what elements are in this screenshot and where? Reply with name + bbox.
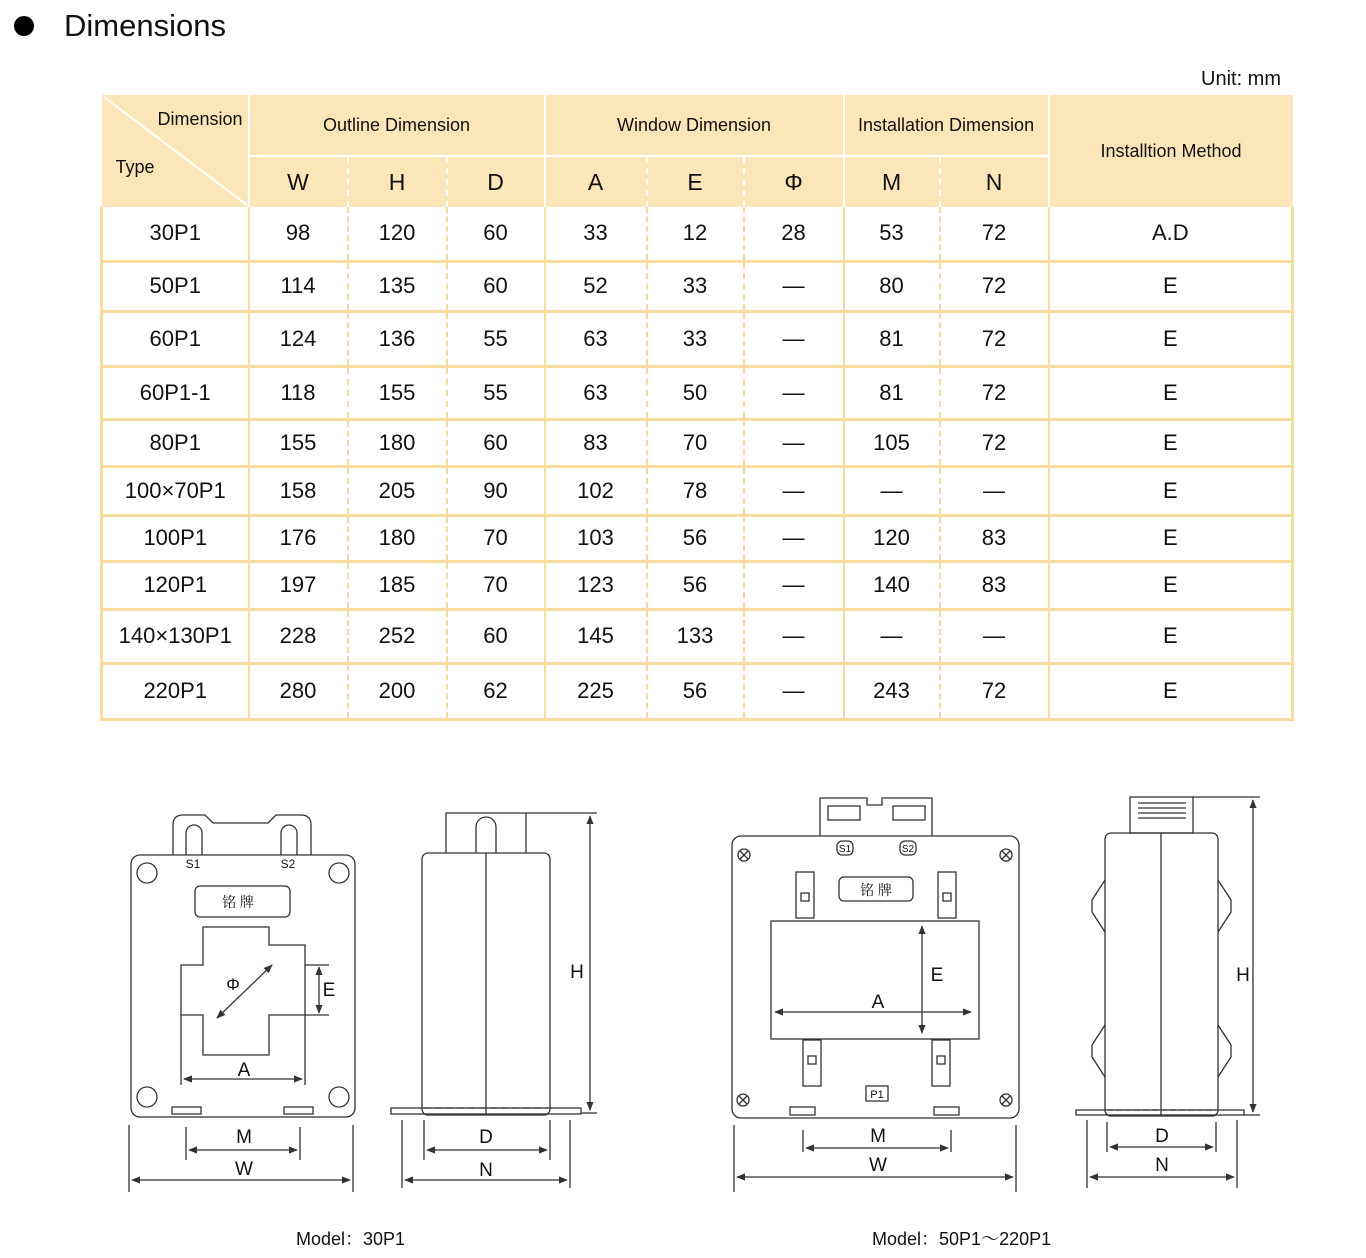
table-row <box>102 207 1293 261</box>
cell-e: 33 <box>647 261 744 311</box>
d2-e-label: E <box>930 965 944 986</box>
cell-m: 140 <box>844 561 940 609</box>
cell-method: E <box>1049 366 1293 419</box>
cell-phi: — <box>744 561 844 609</box>
cell-d: 70 <box>447 515 545 561</box>
cell-method: E <box>1049 515 1293 561</box>
cell-type: 60P1 <box>102 311 249 366</box>
installation-dimension-header: Installation Dimension <box>844 95 1049 156</box>
d2-a-label: A <box>871 992 885 1013</box>
cell-phi: 28 <box>744 207 844 261</box>
cell-method: E <box>1049 561 1293 609</box>
d1-nameplate-label: 铭 牌 <box>222 894 254 910</box>
cell-m: 120 <box>844 515 940 561</box>
cell-a: 145 <box>545 609 647 663</box>
cell-a: 102 <box>545 466 647 515</box>
cell-n: 72 <box>940 663 1049 719</box>
cell-e: 12 <box>647 207 744 261</box>
cell-h: 252 <box>348 609 447 663</box>
cell-a: 225 <box>545 663 647 719</box>
cell-w: 118 <box>249 366 348 419</box>
cell-m: — <box>844 609 940 663</box>
unit-label: Unit: mm <box>1201 68 1281 90</box>
cell-a: 33 <box>545 207 647 261</box>
cell-e: 78 <box>647 466 744 515</box>
cell-m: 80 <box>844 261 940 311</box>
table-row <box>102 466 1293 515</box>
cell-n: — <box>940 609 1049 663</box>
d2-nameplate-label: 铭 牌 <box>860 882 892 898</box>
cell-n: 72 <box>940 207 1049 261</box>
corner-header <box>102 95 249 207</box>
cell-h: 180 <box>348 515 447 561</box>
cell-e: 133 <box>647 609 744 663</box>
cell-type: 100×70P1 <box>102 466 249 515</box>
cell-w: 197 <box>249 561 348 609</box>
d2-d-label: D <box>1155 1126 1169 1147</box>
cell-d: 60 <box>447 419 545 466</box>
table-row <box>102 311 1293 366</box>
table-row <box>102 366 1293 419</box>
cell-m: 81 <box>844 311 940 366</box>
table-row <box>102 419 1293 466</box>
d1-d-label: D <box>479 1127 493 1148</box>
cell-a: 63 <box>545 366 647 419</box>
cell-method: E <box>1049 609 1293 663</box>
cell-d: 55 <box>447 366 545 419</box>
cell-d: 60 <box>447 207 545 261</box>
cell-m: 53 <box>844 207 940 261</box>
table-body <box>102 207 1293 719</box>
cell-h: 180 <box>348 419 447 466</box>
cell-h: 155 <box>348 366 447 419</box>
table-row <box>102 561 1293 609</box>
cell-d: 90 <box>447 466 545 515</box>
d2-s1-label: S1 <box>838 844 852 855</box>
col-header-n: N <box>940 156 1049 207</box>
section-title: Dimensions <box>64 8 226 43</box>
cell-type: 100P1 <box>102 515 249 561</box>
d2-p1-label: P1 <box>870 1089 884 1101</box>
d1-a-label: A <box>237 1060 251 1081</box>
cell-d: 60 <box>447 261 545 311</box>
d1-w-label: W <box>235 1159 253 1180</box>
cell-a: 63 <box>545 311 647 366</box>
cell-method: E <box>1049 466 1293 515</box>
cell-h: 136 <box>348 311 447 366</box>
table-row <box>102 515 1293 561</box>
cell-method: A.D <box>1049 207 1293 261</box>
cell-h: 200 <box>348 663 447 719</box>
col-header-d: D <box>447 156 545 207</box>
col-header-m: M <box>844 156 940 207</box>
installation-method-header: Installtion Method <box>1049 95 1293 207</box>
cell-w: 228 <box>249 609 348 663</box>
dimensions-table <box>100 95 1294 721</box>
cell-w: 155 <box>249 419 348 466</box>
cell-m: 81 <box>844 366 940 419</box>
col-header-phi: Φ <box>744 156 844 207</box>
cell-w: 176 <box>249 515 348 561</box>
dimension-drawings <box>0 770 1366 1210</box>
cell-type: 60P1-1 <box>102 366 249 419</box>
cell-n: 72 <box>940 261 1049 311</box>
cell-h: 120 <box>348 207 447 261</box>
cell-phi: — <box>744 609 844 663</box>
cell-method: E <box>1049 311 1293 366</box>
corner-dimension-label: Dimension <box>157 109 243 129</box>
cell-a: 103 <box>545 515 647 561</box>
cell-type: 50P1 <box>102 261 249 311</box>
d2-n-label: N <box>1155 1155 1169 1176</box>
cell-type: 30P1 <box>102 207 249 261</box>
cell-h: 135 <box>348 261 447 311</box>
cell-m: 243 <box>844 663 940 719</box>
cell-d: 62 <box>447 663 545 719</box>
d1-e-label: E <box>322 980 336 1001</box>
col-header-h: H <box>348 156 447 207</box>
cell-phi: — <box>744 366 844 419</box>
cell-phi: — <box>744 419 844 466</box>
table-row <box>102 663 1293 719</box>
cell-e: 56 <box>647 515 744 561</box>
cell-n: — <box>940 466 1049 515</box>
cell-phi: — <box>744 311 844 366</box>
cell-m: — <box>844 466 940 515</box>
d2-w-label: W <box>869 1155 887 1176</box>
d1-h-label: H <box>570 962 584 983</box>
model-30p1-caption: Model：30P1 <box>296 1229 406 1249</box>
cell-n: 83 <box>940 561 1049 609</box>
corner-type-label: Type <box>115 157 155 177</box>
cell-d: 55 <box>447 311 545 366</box>
d1-phi-label: Φ <box>226 975 240 994</box>
cell-phi: — <box>744 663 844 719</box>
cell-e: 70 <box>647 419 744 466</box>
table-row <box>102 261 1293 311</box>
d1-n-label: N <box>479 1160 493 1181</box>
cell-a: 52 <box>545 261 647 311</box>
cell-d: 70 <box>447 561 545 609</box>
d2-m-label: M <box>870 1126 886 1147</box>
cell-n: 72 <box>940 366 1049 419</box>
cell-phi: — <box>744 261 844 311</box>
cell-h: 205 <box>348 466 447 515</box>
cell-method: E <box>1049 663 1293 719</box>
cell-a: 123 <box>545 561 647 609</box>
cell-e: 56 <box>647 663 744 719</box>
cell-w: 280 <box>249 663 348 719</box>
cell-phi: — <box>744 466 844 515</box>
cell-e: 50 <box>647 366 744 419</box>
d2-h-label: H <box>1236 965 1250 986</box>
section-heading <box>14 4 226 48</box>
cell-e: 33 <box>647 311 744 366</box>
cell-n: 83 <box>940 515 1049 561</box>
cell-w: 124 <box>249 311 348 366</box>
outline-dimension-header: Outline Dimension <box>249 95 545 156</box>
cell-w: 98 <box>249 207 348 261</box>
table-row <box>102 609 1293 663</box>
cell-type: 220P1 <box>102 663 249 719</box>
cell-phi: — <box>744 515 844 561</box>
d1-s2-label: S2 <box>280 857 296 871</box>
cell-n: 72 <box>940 311 1049 366</box>
col-header-a: A <box>545 156 647 207</box>
cell-method: E <box>1049 261 1293 311</box>
bullet-icon <box>14 16 34 36</box>
model-30p1-side-view <box>391 813 597 1188</box>
d1-s1-label: S1 <box>185 857 201 871</box>
d1-m-label: M <box>236 1127 252 1148</box>
cell-e: 56 <box>647 561 744 609</box>
cell-w: 114 <box>249 261 348 311</box>
window-dimension-header: Window Dimension <box>545 95 844 156</box>
d2-s2-label: S2 <box>901 844 915 855</box>
col-header-e: E <box>647 156 744 207</box>
cell-method: E <box>1049 419 1293 466</box>
cell-w: 158 <box>249 466 348 515</box>
cell-m: 105 <box>844 419 940 466</box>
cell-h: 185 <box>348 561 447 609</box>
col-header-w: W <box>249 156 348 207</box>
model-50p1-220p1-caption: Model：50P1～220P1 <box>872 1229 1052 1249</box>
cell-type: 80P1 <box>102 419 249 466</box>
cell-d: 60 <box>447 609 545 663</box>
cell-a: 83 <box>545 419 647 466</box>
cell-n: 72 <box>940 419 1049 466</box>
cell-type: 120P1 <box>102 561 249 609</box>
cell-type: 140×130P1 <box>102 609 249 663</box>
